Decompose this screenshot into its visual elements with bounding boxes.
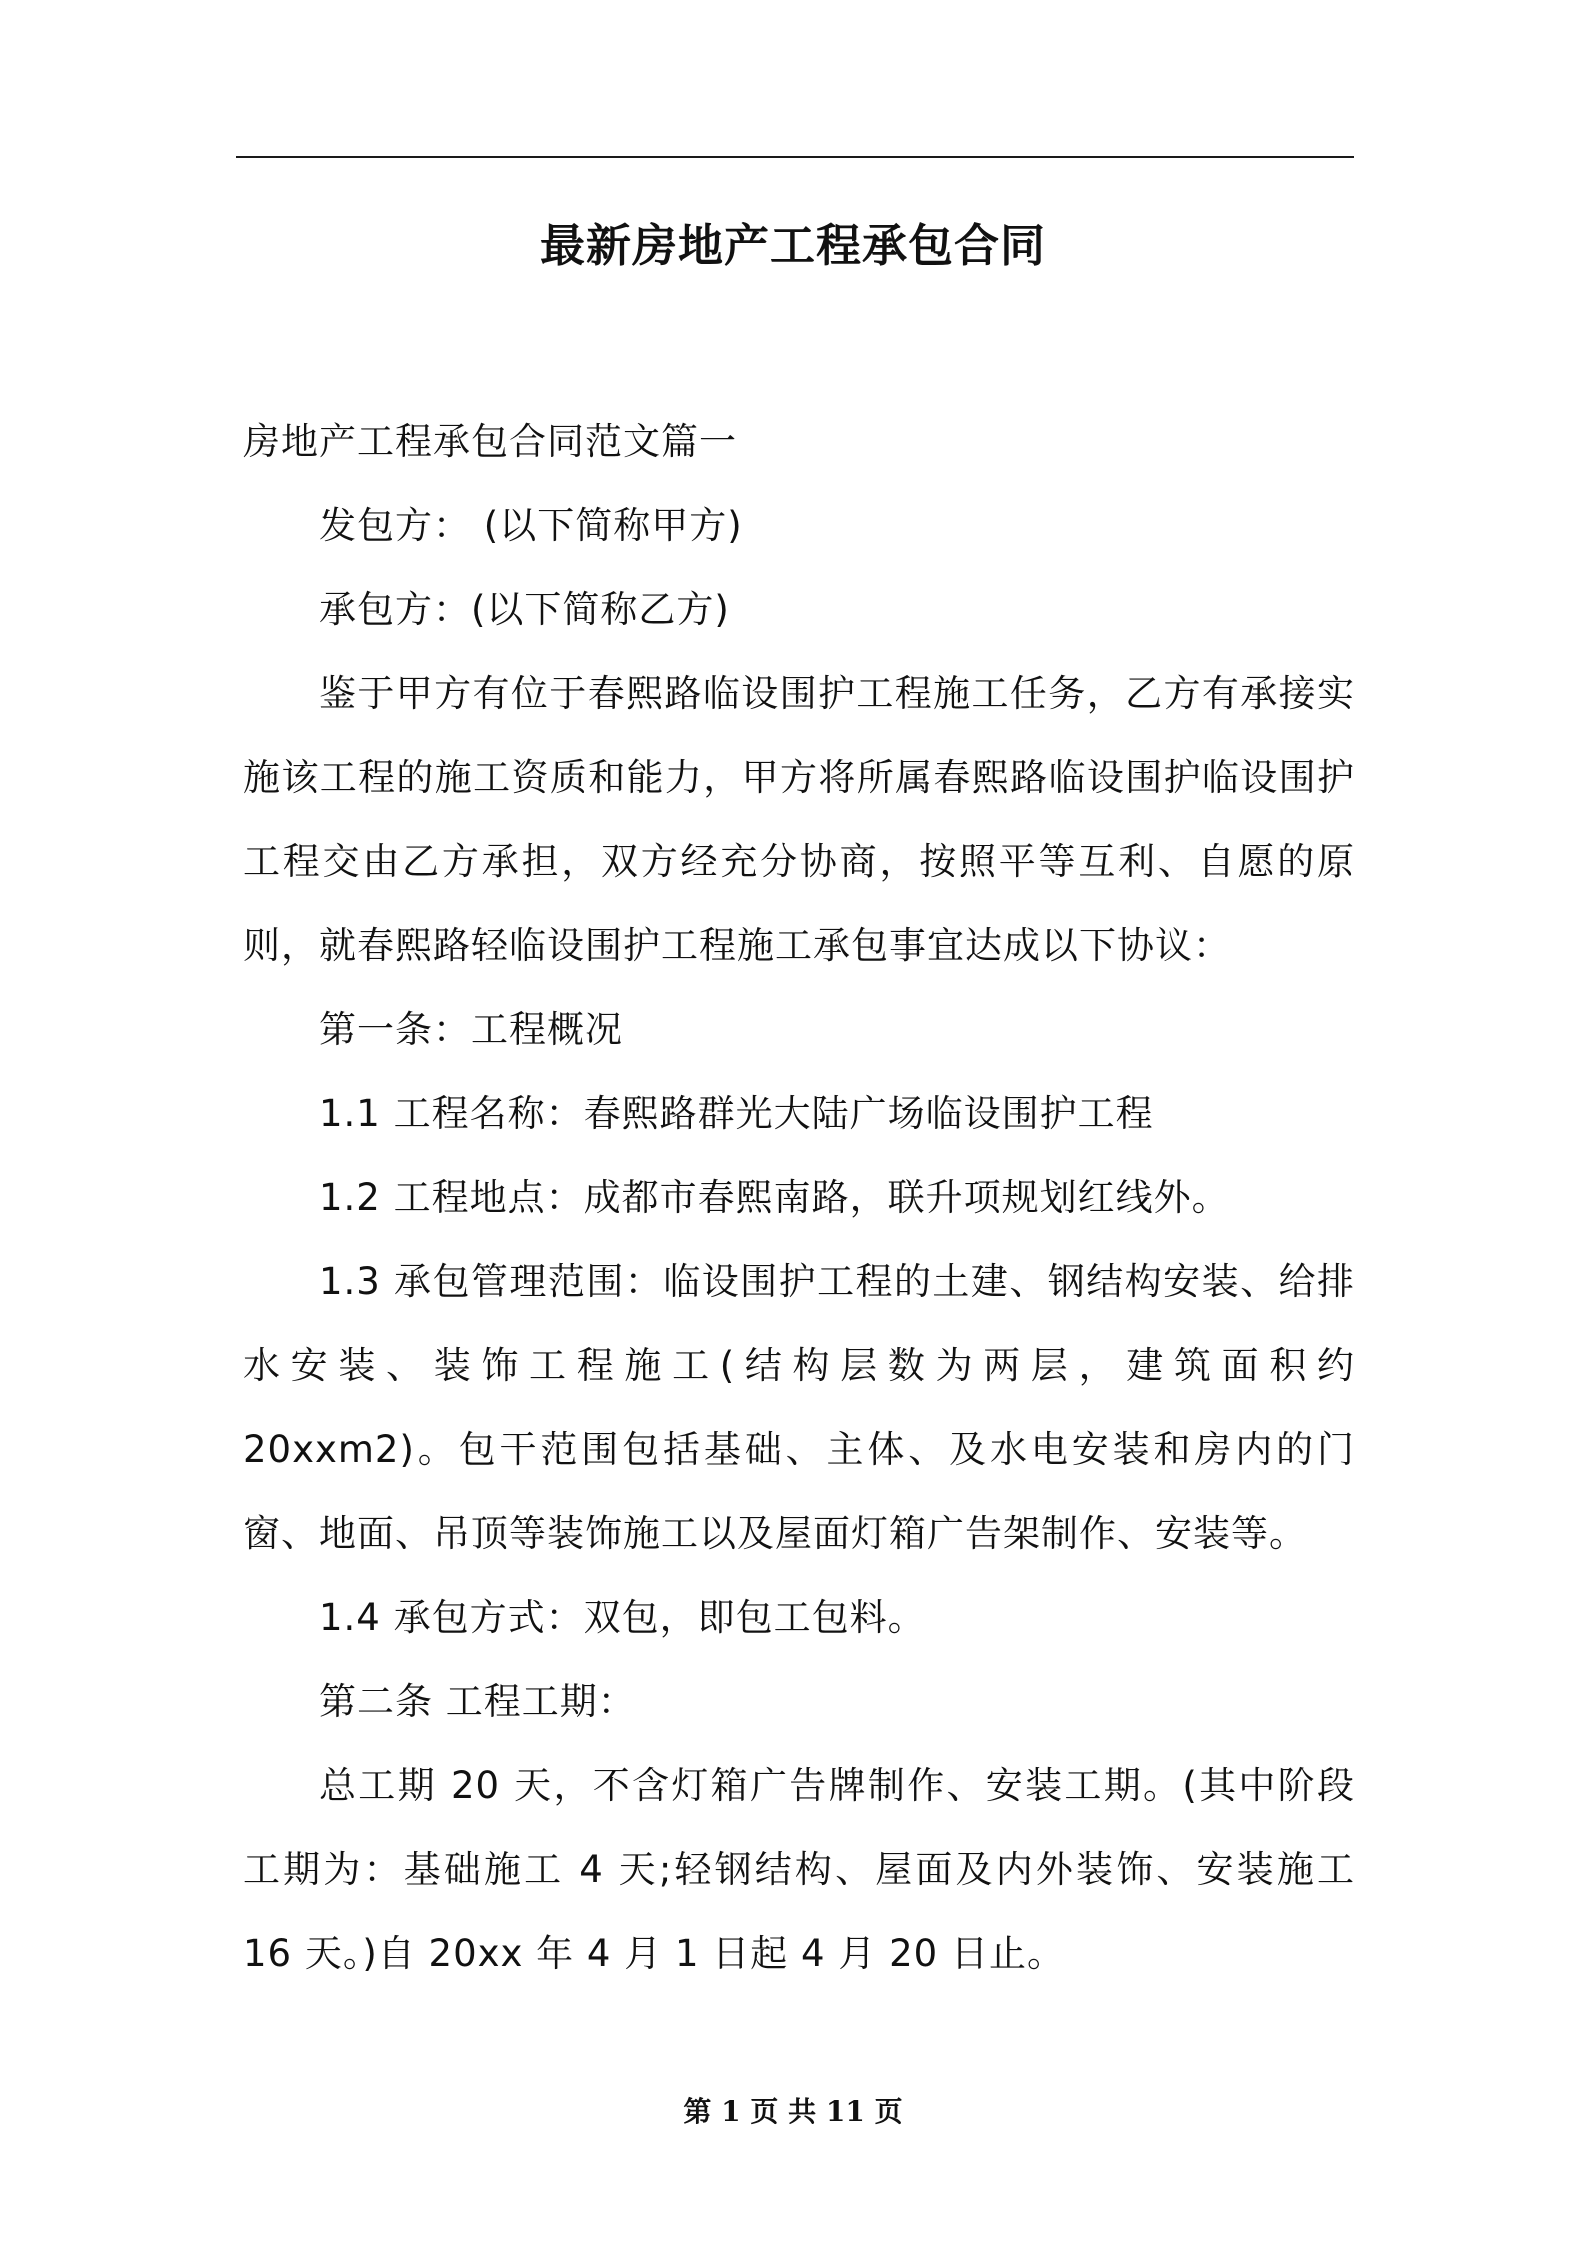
clause-1-3: 1.3 承包管理范围：临设围护工程的土建、钢结构安装、给排水安装、装饰工程施工(结构层数为两层，建筑面积约 20xxm2)。包干范围包括基础、主体、及水电安装和房内的门窗、地面、吊顶等装饰施工以及屋面灯箱广告架制作、安装等。 (243, 1260, 1355, 1555)
section-heading: 房地产工程承包合同范文篇一 (243, 420, 737, 463)
clause-1-1: 1.1 工程名称：春熙路群光大陆广场临设围护工程 (319, 1092, 1154, 1135)
party-b-line: 承包方：(以下简称乙方) (319, 588, 730, 631)
header-rule (236, 156, 1354, 158)
schedule-paragraph: 总工期 20 天，不含灯箱广告牌制作、安装工期。(其中阶段工期为：基础施工 4 天;轻钢结构、屋面及内外装饰、安装施工 16 天。)自 20xx 年 4 月 1 日起 4 月 20 日止。 (243, 1764, 1355, 1975)
page-indicator: 第 1 页 共 11 页 (683, 2095, 903, 2128)
article-1-heading: 第一条：工程概况 (319, 1008, 623, 1051)
clause-1-2: 1.2 工程地点：成都市春熙南路，联升项规划红线外。 (319, 1176, 1230, 1219)
clause-1-4: 1.4 承包方式：双包，即包工包料。 (319, 1596, 926, 1639)
document-title: 最新房地产工程承包合同 (539, 219, 1046, 272)
article-2-heading: 第二条 工程工期： (319, 1680, 636, 1723)
document-body (243, 400, 1355, 1996)
preamble-paragraph: 鉴于甲方有位于春熙路临设围护工程施工任务，乙方有承接实施该工程的施工资质和能力，甲方将所属春熙路临设围护临设围护工程交由乙方承担，双方经充分协商，按照平等互利、自愿的原则，就春熙路轻临设围护工程施工承包事宜达成以下协议： (243, 672, 1355, 967)
party-a-line: 发包方： (以下简称甲方) (319, 504, 743, 547)
